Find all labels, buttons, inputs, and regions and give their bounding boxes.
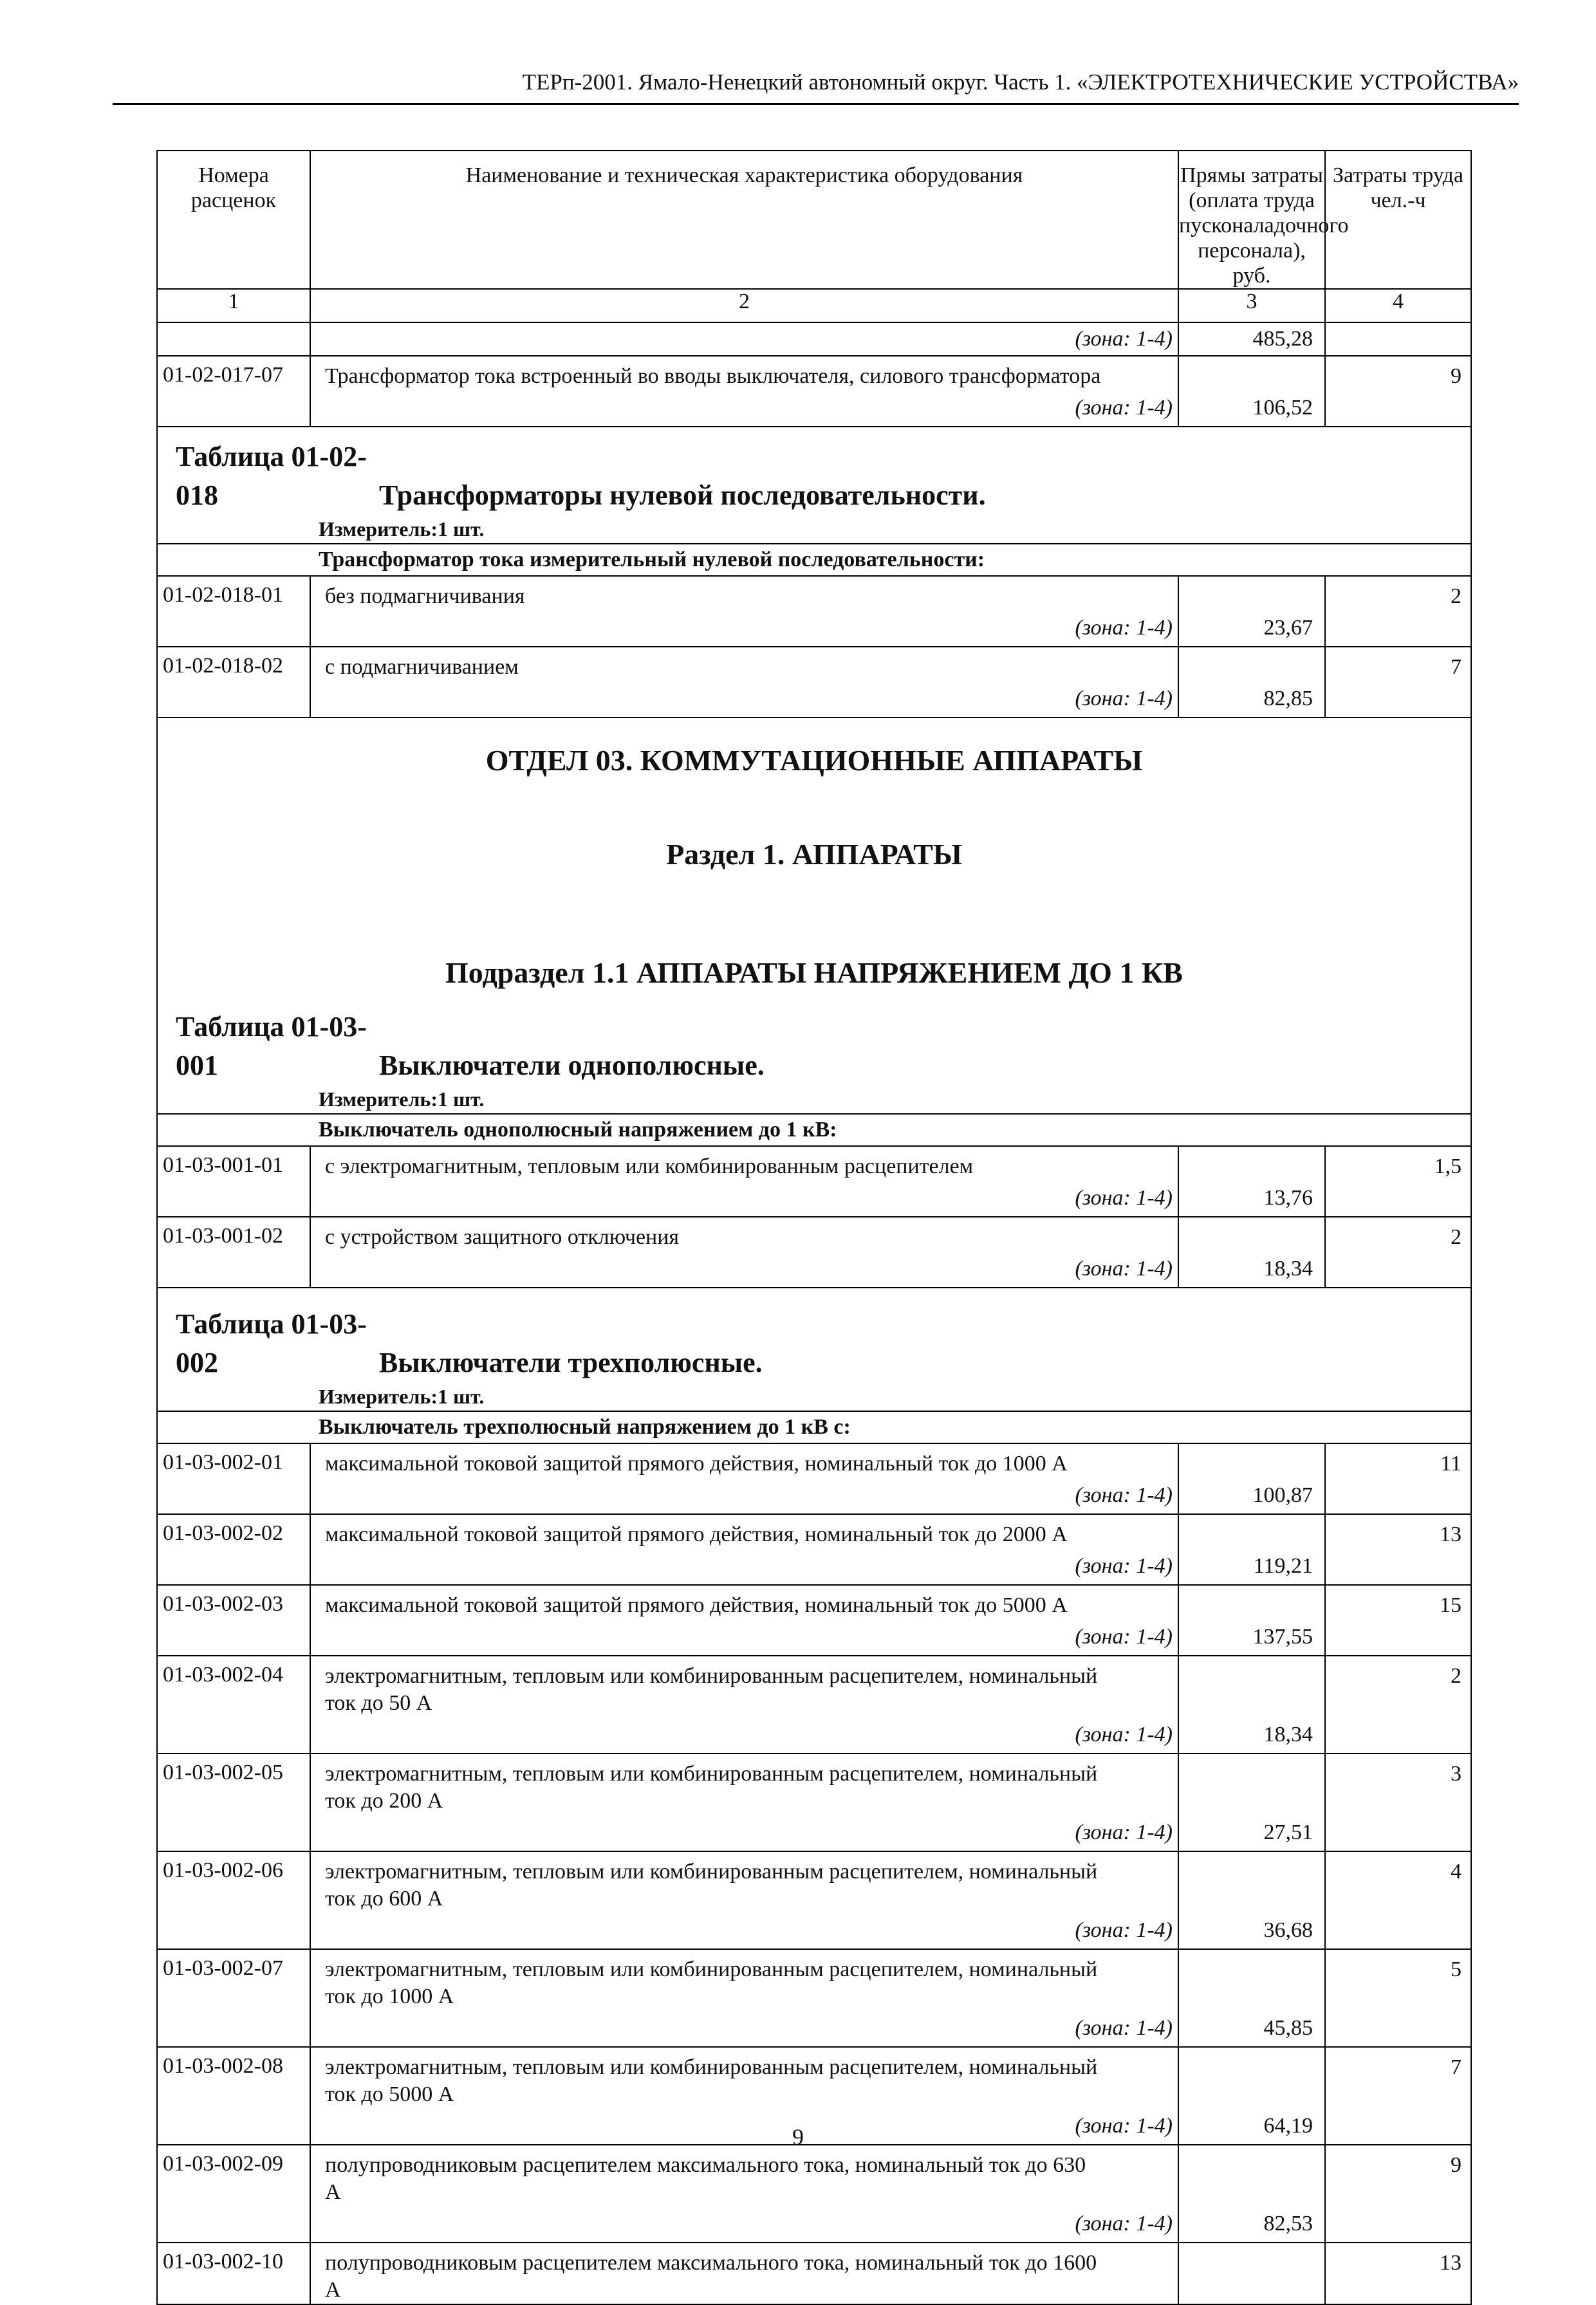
measure-unit: Измеритель:1 шт. [319,1088,485,1111]
table-row [157,322,1471,356]
table-row [157,356,1471,427]
item-name-cont: ток до 200 А [325,1789,443,1813]
item-name: электромагнитным, тепловым или комбинированным расцепителем, номинальный [325,1860,1098,1884]
item-name-cont: А [325,2278,341,2302]
table-title [158,1288,1471,1382]
table-row [157,1146,1471,1217]
column-header-row [157,151,1471,289]
group-row [157,544,1471,576]
item-name-cont: ток до 5000 А [325,2082,454,2107]
rate-code: 01-03-001-02 [157,1217,310,1288]
running-header: ТЕРп-2001. Ямало-Ненецкий автономный округ. Часть 1. «ЭЛЕКТРОТЕХНИЧЕСКИЕ УСТРОЙСТВА» [522,69,1519,95]
rate-code: 01-03-002-09 [157,2145,310,2243]
razdel-heading: Раздел 1. АППАРАТЫ [666,838,962,871]
item-name: полупроводниковым расцепителем максимального тока, номинальный ток до 630 [325,2153,1086,2178]
rate-code: 01-03-002-01 [157,1443,310,1514]
labor-cell: 4 [1325,1851,1471,1949]
labor-cell: 5 [1325,1949,1471,2047]
otdel-heading: ОТДЕЛ 03. КОММУТАЦИОННЫЕ АППАРАТЫ [485,744,1143,777]
price-table [156,150,1472,2305]
zone-label: (зона: 1-4) [1075,2114,1173,2138]
group-row [157,1411,1471,1443]
item-name-cont: А [325,2180,341,2205]
rate-code: 01-03-002-03 [157,1585,310,1656]
rate-code: 01-02-017-07 [157,356,310,427]
price-cell: 100,87 [1178,1443,1325,1514]
group-heading: Выключатель трехполюсный напряжением до 1 кВ с: [157,1411,1471,1443]
table-caption: Выключатели трехполюсные. [379,1347,763,1379]
measure-unit: Измеритель:1 шт. [319,1385,485,1409]
zone-label: (зона: 1-4) [1075,1186,1173,1210]
zone-label: (зона: 1-4) [1075,1918,1173,1943]
price-cell: 64,19 [1178,2047,1325,2145]
zone-label: (зона: 1-4) [1075,396,1173,420]
col-header-labor: Затраты труда чел.-ч [1325,151,1471,289]
price-cell: 23,67 [1178,576,1325,647]
rate-code: 01-03-001-01 [157,1146,310,1217]
table-caption: Трансформаторы нулевой последовательности. [379,479,986,512]
item-name-cont: ток до 600 А [325,1887,443,1911]
table-row [157,2243,1471,2304]
table-title-row [157,427,1471,544]
labor-cell: 13 [1325,2243,1471,2304]
col-header-direct-costs: Прямы затраты (оплата труда пусконаладочного персонала), руб. [1178,151,1325,289]
item-name: электромагнитным, тепловым или комбинированным расцепителем, номинальный [325,1762,1098,1786]
labor-cell: 15 [1325,1585,1471,1656]
labor-cell: 3 [1325,1754,1471,1851]
rate-code: 01-03-002-04 [157,1656,310,1754]
price-cell: 119,21 [1178,1514,1325,1585]
table-row [157,1514,1471,1585]
table-title [158,992,1471,1085]
table-caption: Выключатели однополюсные. [379,1050,765,1082]
group-heading: Трансформатор тока измерительный нулевой последовательности: [157,544,1471,576]
table-row [157,1656,1471,1754]
table-row [157,647,1471,717]
table-row [157,1851,1471,1949]
zone-label: (зона: 1-4) [1075,327,1173,351]
labor-cell: 13 [1325,1514,1471,1585]
price-cell: 485,28 [1178,322,1325,356]
table-row [157,1754,1471,1851]
rate-code: 01-03-002-08 [157,2047,310,2145]
item-name: максимальной токовой защитой прямого действия, номинальный ток до 1000 А [325,1452,1068,1476]
item-name: с электромагнитным, тепловым или комбинированным расцепителем [325,1154,974,1179]
price-cell: 27,51 [1178,1754,1325,1851]
item-name: максимальной токовой защитой прямого действия, номинальный ток до 5000 А [325,1593,1068,1618]
table-number: Таблица 01-02-018 [176,441,367,512]
table-row [157,576,1471,647]
price-cell: 137,55 [1178,1585,1325,1656]
labor-cell: 2 [1325,1217,1471,1288]
item-name: Трансформатор тока встроенный во вводы выключателя, силового трансформатора [325,364,1101,389]
item-name-cont: ток до 50 А [325,1691,432,1716]
item-name: электромагнитным, тепловым или комбинированным расцепителем, номинальный [325,1664,1098,1689]
col-header-name: Наименование и техническая характеристика оборудования [310,151,1178,289]
zone-label: (зона: 1-4) [1075,2016,1173,2041]
rate-code: 01-03-002-05 [157,1754,310,1851]
col-number: 2 [310,289,1178,322]
header-rule [113,103,1519,105]
zone-label: (зона: 1-4) [1075,687,1173,711]
zone-label: (зона: 1-4) [1075,2212,1173,2236]
col-number: 3 [1178,289,1325,322]
price-cell: 45,85 [1178,1949,1325,2047]
table-row [157,1949,1471,2047]
price-cell: 18,34 [1178,1217,1325,1288]
measure-unit: Измеритель:1 шт. [319,517,485,541]
labor-cell: 1,5 [1325,1146,1471,1217]
labor-cell: 11 [1325,1443,1471,1514]
podrazdel-heading: Подраздел 1.1 АППАРАТЫ НАПРЯЖЕНИЕМ ДО 1 КВ [445,956,1183,990]
table-row [157,1217,1471,1288]
group-heading: Выключатель однополюсный напряжением до 1 кВ: [157,1114,1471,1146]
labor-cell: 7 [1325,2047,1471,2145]
zone-label: (зона: 1-4) [1075,1257,1173,1281]
rate-code: 01-02-018-02 [157,647,310,717]
item-name: без подмагничивания [325,584,525,609]
table-number: Таблица 01-03-001 [176,1011,367,1082]
price-cell: 18,34 [1178,1656,1325,1754]
col-header-codes: Номера расценок [157,151,310,289]
labor-cell: 2 [1325,1656,1471,1754]
item-name-cont: ток до 1000 А [325,1985,454,2009]
col-number: 1 [157,289,310,322]
column-number-row [157,289,1471,322]
section-block-row [157,717,1471,1114]
table-number: Таблица 01-03-002 [176,1308,367,1379]
rate-code: 01-02-018-01 [157,576,310,647]
rate-code: 01-03-002-06 [157,1851,310,1949]
item-name: с устройством защитного отключения [325,1225,680,1250]
table-row [157,1585,1471,1656]
item-name: с подмагничиванием [325,655,519,680]
rate-code: 01-03-002-07 [157,1949,310,2047]
zone-label: (зона: 1-4) [1075,1625,1173,1649]
page-number: 9 [792,2124,804,2150]
zone-label: (зона: 1-4) [1075,1820,1173,1845]
item-name: электромагнитным, тепловым или комбинированным расцепителем, номинальный [325,1958,1098,1982]
price-cell: 106,52 [1178,356,1325,427]
price-cell: 82,53 [1178,2145,1325,2243]
price-cell: 82,85 [1178,647,1325,717]
col-number: 4 [1325,289,1471,322]
zone-label: (зона: 1-4) [1075,1554,1173,1578]
item-name: максимальной токовой защитой прямого действия, номинальный ток до 2000 А [325,1523,1068,1547]
table-title-row [157,1288,1471,1411]
labor-cell: 7 [1325,647,1471,717]
table-row [157,1443,1471,1514]
item-name: электромагнитным, тепловым или комбинированным расцепителем, номинальный [325,2055,1098,2080]
labor-cell: 9 [1325,356,1471,427]
price-cell: 36,68 [1178,1851,1325,1949]
rate-code: 01-03-002-10 [157,2243,310,2304]
zone-label: (зона: 1-4) [1075,1723,1173,1747]
item-name: полупроводниковым расцепителем максимального тока, номинальный ток до 1600 [325,2251,1097,2275]
price-cell: 13,76 [1178,1146,1325,1217]
labor-cell: 9 [1325,2145,1471,2243]
labor-cell: 2 [1325,576,1471,647]
rate-code: 01-03-002-02 [157,1514,310,1585]
zone-label: (зона: 1-4) [1075,616,1173,640]
table-row [157,2145,1471,2243]
group-row [157,1114,1471,1146]
table-title [158,427,1471,515]
zone-label: (зона: 1-4) [1075,1483,1173,1508]
